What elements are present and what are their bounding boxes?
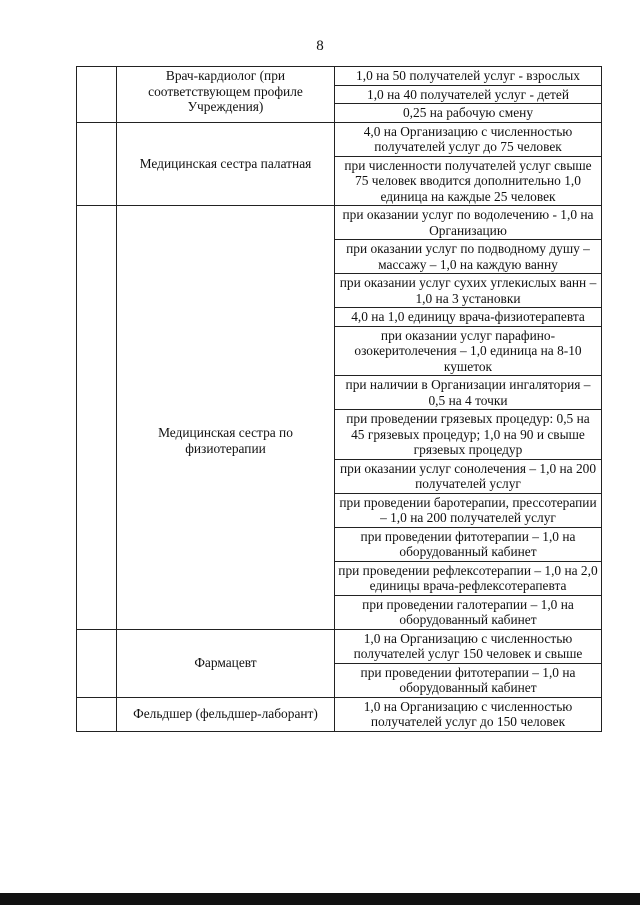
row-number-cell [77,206,117,630]
table-row [77,67,602,86]
row-number-cell [77,67,117,123]
staffing-norms-table [76,66,602,732]
position-cell: Фармацевт [117,629,335,697]
norm-cell: при оказании услуг сухих углекислых ванн – 1,0 на 3 установки [335,274,602,308]
position-cell: Фельдшер (фельдшер-лаборант) [117,697,335,731]
scan-edge-bar [0,893,640,905]
table-row [77,629,602,663]
position-cell: Врач-кардиолог (при соответствующем профиле Учреждения) [117,67,335,123]
norm-cell: при оказании услуг парафино-озокеритолечения – 1,0 единица на 8-10 кушеток [335,326,602,376]
norm-cell: при проведении фитотерапии – 1,0 на оборудованный кабинет [335,663,602,697]
norm-cell: при численности получателей услуг свыше 75 человек вводится дополнительно 1,0 единица на каждые 25 человек [335,156,602,206]
norm-cell: при наличии в Организации ингалятория – 0,5 на 4 точки [335,376,602,410]
position-cell: Медицинская сестра палатная [117,122,335,206]
norm-cell: при оказании услуг по водолечению - 1,0 на Организацию [335,206,602,240]
norm-cell: при проведении грязевых процедур: 0,5 на 45 грязевых процедур; 1,0 на 90 и свыше грязевых процедур [335,410,602,460]
norm-cell: 1,0 на Организацию с численностью получателей услуг 150 человек и свыше [335,629,602,663]
row-number-cell [77,629,117,697]
norm-cell: при проведении рефлексотерапии – 1,0 на 2,0 единицы врача-рефлексотерапевта [335,561,602,595]
norm-cell: при проведении баротерапии, прессотерапии – 1,0 на 200 получателей услуг [335,493,602,527]
position-cell: Медицинская сестра по физиотерапии [117,206,335,630]
table-row [77,697,602,731]
row-number-cell [77,697,117,731]
norm-cell: 4,0 на 1,0 единицу врача-физиотерапевта [335,308,602,327]
row-number-cell [77,122,117,206]
page-number: 8 [316,38,324,54]
norm-cell: при оказании услуг сонолечения – 1,0 на 200 получателей услуг [335,459,602,493]
norm-cell: при проведении галотерапии – 1,0 на оборудованный кабинет [335,595,602,629]
norm-cell: при оказании услуг по подводному душу – массажу – 1,0 на каждую ванну [335,240,602,274]
table-row [77,206,602,240]
norm-cell: 4,0 на Организацию с численностью получателей услуг до 75 человек [335,122,602,156]
norm-cell: 1,0 на 50 получателей услуг - взрослых [335,67,602,86]
norm-cell: 1,0 на 40 получателей услуг - детей [335,85,602,104]
norm-cell: при проведении фитотерапии – 1,0 на оборудованный кабинет [335,527,602,561]
table-row [77,122,602,156]
norm-cell: 0,25 на рабочую смену [335,104,602,123]
norm-cell: 1,0 на Организацию с численностью получателей услуг до 150 человек [335,697,602,731]
